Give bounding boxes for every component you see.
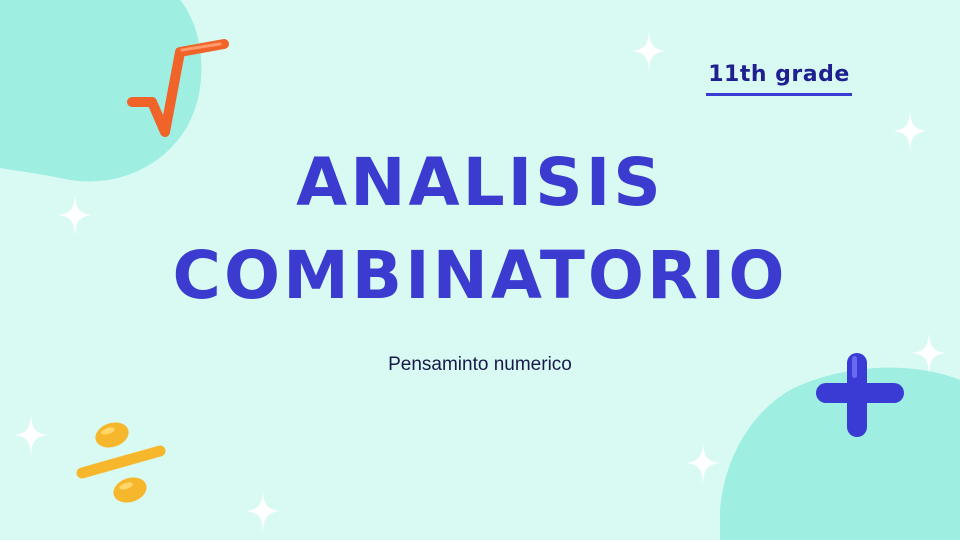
divide-icon — [72, 415, 177, 510]
square-root-icon — [120, 34, 235, 144]
title-line-1: ANALISIS — [296, 144, 664, 221]
sparkle-icon — [246, 490, 280, 532]
sparkle-icon — [686, 442, 720, 484]
sparkle-icon — [632, 30, 666, 72]
sparkle-icon — [893, 110, 927, 152]
subtitle: Pensaminto numerico — [388, 354, 572, 375]
grade-label: 11th grade — [706, 62, 852, 96]
sparkle-icon — [14, 414, 48, 456]
title-line-2: COMBINATORIO — [172, 237, 788, 314]
